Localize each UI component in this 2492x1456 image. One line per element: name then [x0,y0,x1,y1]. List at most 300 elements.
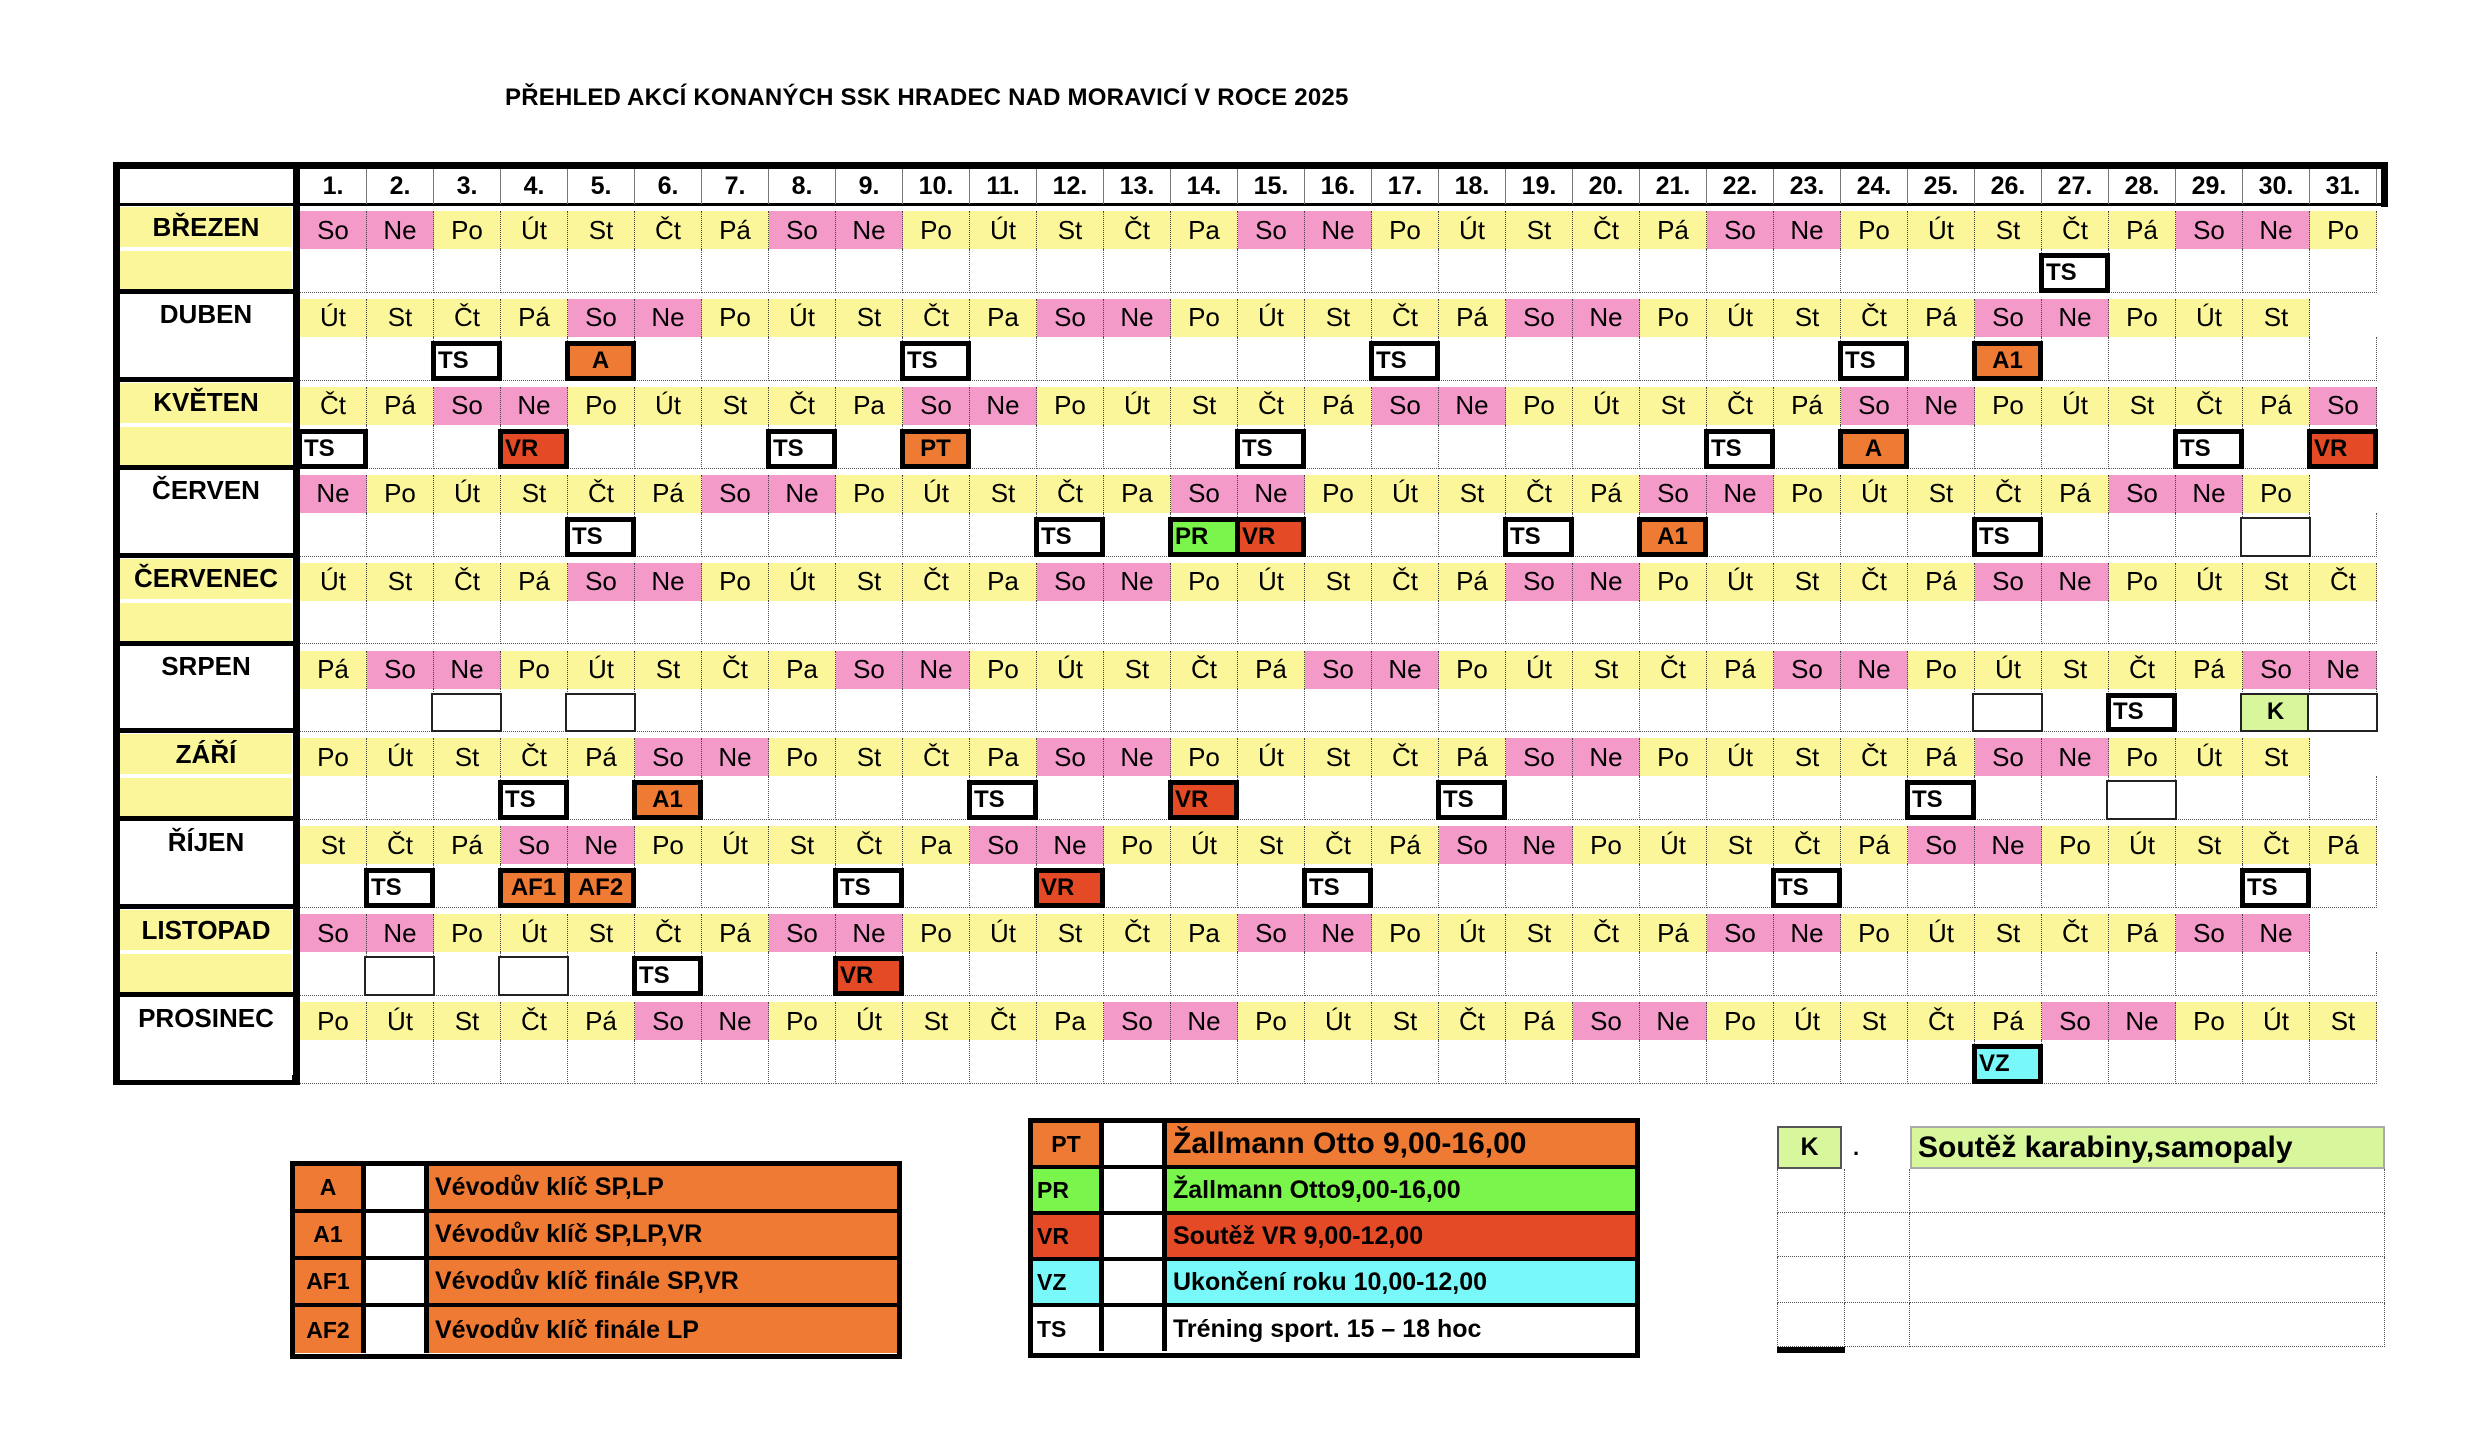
weekday-cell: St [568,211,635,249]
weekday-cell: Pa [970,299,1037,337]
event-cell [300,864,367,908]
legend-text: Soutěž karabiny,samopaly [1910,1126,2385,1169]
weekday-cell: Ne [1841,651,1908,689]
calendar-grid [113,162,2388,1084]
weekday-cell: Čt [769,387,836,425]
event-cell [702,425,769,469]
weekday-cell: Po [970,651,1037,689]
day-number-header: 27. [2042,169,2109,204]
weekday-cell: Po [2176,1002,2243,1040]
weekday-cell: Pá [635,475,702,513]
weekday-cell: Ne [1640,1002,1707,1040]
weekday-cell: Po [1640,738,1707,776]
event-marker-vr: VR [1034,868,1105,908]
event-cell [2176,1040,2243,1084]
weekday-cell: Čt [1841,738,1908,776]
legend-blank [1104,1307,1167,1351]
event-cell [300,1040,367,1084]
legend-row [1033,1123,1635,1169]
event-cell [1506,952,1573,996]
event-cell [1238,952,1305,996]
weekday-cell: St [1707,826,1774,864]
event-marker-k: K [2240,693,2311,733]
event-cell [1037,1040,1104,1084]
legend-dot: . [1853,1134,1860,1160]
event-cell [367,425,434,469]
event-cell [1640,864,1707,908]
weekday-cell: Út [1439,914,1506,952]
weekday-cell: Út [501,914,568,952]
weekday-cell: Pa [1104,475,1171,513]
event-cell [1908,425,1975,469]
event-cell [903,689,970,733]
weekday-cell: So [367,651,434,689]
weekday-cell: St [2243,299,2310,337]
weekday-cell: Po [2109,299,2176,337]
legend-text: Vévodův klíč SP,LP [429,1166,897,1209]
event-cell [1372,425,1439,469]
day-number-header: 10. [903,169,970,204]
weekday-cell: St [635,651,702,689]
event-cell [2109,425,2176,469]
event-cell [568,249,635,293]
event-marker-vr: VR [1168,780,1239,820]
weekday-cell: Ne [501,387,568,425]
event-cell [2243,337,2310,381]
weekday-cell: St [702,387,769,425]
weekday-cell: Ne [434,651,501,689]
legend-competitions [1777,1126,2385,1360]
day-number-header: 16. [1305,169,1372,204]
weekday-cell: Út [1305,1002,1372,1040]
weekday-cell: St [568,914,635,952]
weekday-cell: So [1573,1002,1640,1040]
month-separator [113,289,300,294]
weekday-cell: Čt [2042,211,2109,249]
weekday-cell: St [2243,563,2310,601]
event-cell [1841,864,1908,908]
weekday-cell: Po [1238,1002,1305,1040]
weekday-cell: Po [2243,475,2310,513]
event-cell [2042,952,2109,996]
weekday-cell: St [1975,914,2042,952]
legend-code: AF2 [295,1307,366,1353]
weekday-cell: Pá [1975,1002,2042,1040]
event-cell [635,513,702,557]
weekday-cell: Pá [367,387,434,425]
event-cell [2109,601,2176,645]
weekday-cell: St [1439,475,1506,513]
weekday-cell: Po [1171,738,1238,776]
weekday-cell: Po [1573,826,1640,864]
weekday-cell: Čt [635,211,702,249]
event-cell [1573,1040,1640,1084]
weekday-cell: Ne [1439,387,1506,425]
weekday-cell: Út [2176,299,2243,337]
event-cell [2042,776,2109,820]
weekday-cell: Út [1104,387,1171,425]
weekday-cell: Pa [1171,211,1238,249]
event-cell [1372,776,1439,820]
weekday-cell: Pá [1439,738,1506,776]
event-cell [1573,776,1640,820]
weekday-cell: Út [635,387,702,425]
weekday-cell: So [769,211,836,249]
weekday-cell: St [1305,563,1372,601]
event-marker-vr: VR [1235,517,1306,557]
weekday-cell: St [1640,387,1707,425]
event-cell [300,601,367,645]
weekday-cell: Pá [1908,563,1975,601]
day-number-header: 2. [367,169,434,204]
event-cell [1439,425,1506,469]
event-cell [1171,601,1238,645]
weekday-cell: Út [1573,387,1640,425]
weekday-cell: Pá [1439,299,1506,337]
event-marker-ts: TS [1771,868,1842,908]
event-cell [1640,952,1707,996]
event-cell [2042,689,2109,733]
weekday-cell: Út [1908,211,1975,249]
legend-blank [366,1260,429,1303]
event-cell [1305,513,1372,557]
legend-empty-cell [1910,1213,2385,1257]
weekday-cell: St [367,299,434,337]
event-cell [1774,1040,1841,1084]
event-marker-vr: VR [2307,429,2378,469]
event-cell [2042,601,2109,645]
month-label-8: LISTOPAD [120,910,292,950]
event-cell [1305,776,1372,820]
event-marker-ts: TS [900,341,971,381]
event-cell [1439,513,1506,557]
event-cell [1372,1040,1439,1084]
event-marker-empty [2307,693,2378,733]
event-cell [1372,601,1439,645]
weekday-cell: Ne [836,914,903,952]
event-cell [702,864,769,908]
day-number-header: 18. [1439,169,1506,204]
weekday-cell: Po [501,651,568,689]
event-marker-ts: TS [2039,253,2110,293]
legend-row [1033,1261,1635,1307]
weekday-cell: So [635,1002,702,1040]
weekday-cell: Út [300,299,367,337]
event-cell [2243,249,2310,293]
weekday-cell: Út [300,563,367,601]
event-cell [1305,601,1372,645]
day-number-header: 31. [2310,169,2377,204]
legend-empty-cell [1910,1257,2385,1303]
event-cell [1171,1040,1238,1084]
legend-row [295,1307,897,1353]
day-number-header: 28. [2109,169,2176,204]
weekday-cell: Út [1640,826,1707,864]
weekday-cell: St [1171,387,1238,425]
legend-vevoduv-klic [290,1161,902,1359]
weekday-cell: Út [970,914,1037,952]
weekday-cell: Út [2109,826,2176,864]
month-label-sub [120,427,292,467]
weekday-cell: St [970,475,1037,513]
weekday-cell: So [1037,299,1104,337]
event-marker-ts: TS [2240,868,2311,908]
event-cell [2042,864,2109,908]
weekday-cell: Út [367,738,434,776]
event-cell [434,513,501,557]
weekday-cell: So [1238,914,1305,952]
event-cell [1171,249,1238,293]
month-label-0: BŘEZEN [120,207,292,247]
event-cell [1439,864,1506,908]
weekday-cell: Ne [635,299,702,337]
event-cell [1439,601,1506,645]
weekday-cell: Po [702,563,769,601]
event-cell [568,952,635,996]
weekday-cell: Út [568,651,635,689]
event-cell [1975,864,2042,908]
event-cell [501,689,568,733]
weekday-cell: Út [501,211,568,249]
weekday-cell: Ne [702,1002,769,1040]
weekday-cell: Čt [903,738,970,776]
weekday-cell: Ne [769,475,836,513]
weekday-cell: So [300,914,367,952]
event-cell [1171,425,1238,469]
event-cell [1439,689,1506,733]
event-cell [568,776,635,820]
event-cell [1707,864,1774,908]
event-cell [300,513,367,557]
weekday-cell: Po [702,299,769,337]
weekday-cell: St [836,738,903,776]
event-cell [635,425,702,469]
event-cell [1707,249,1774,293]
weekday-cell: So [1506,738,1573,776]
event-marker-ts: TS [431,341,502,381]
legend-text: Vévodův klíč finále SP,VR [429,1260,897,1303]
event-cell [903,249,970,293]
event-cell [1573,425,1640,469]
weekday-cell: Čt [1439,1002,1506,1040]
weekday-cell: Čt [501,738,568,776]
month-label-7: ŘÍJEN [120,822,292,862]
weekday-cell: Po [434,211,501,249]
weekday-cell: Út [2042,387,2109,425]
weekday-cell: Pá [501,299,568,337]
weekday-cell: Pá [702,211,769,249]
weekday-cell: Ne [2042,299,2109,337]
event-cell [769,337,836,381]
event-marker-ts: TS [1905,780,1976,820]
event-cell [702,689,769,733]
weekday-cell: Út [2176,563,2243,601]
event-cell [2176,601,2243,645]
weekday-cell: Pá [1506,1002,1573,1040]
weekday-cell: Pá [1908,738,1975,776]
event-cell [836,337,903,381]
event-marker-ts: TS [1503,517,1574,557]
event-cell [1975,249,2042,293]
month-label-sub [120,251,292,291]
event-marker-empty [498,956,569,996]
weekday-cell: Čt [300,387,367,425]
event-marker-ts: TS [2173,429,2244,469]
weekday-cell: Čt [2109,651,2176,689]
legend-text: Vévodův klíč finále LP [429,1307,897,1353]
event-cell [1640,249,1707,293]
event-cell [1171,337,1238,381]
weekday-cell: Ne [836,211,903,249]
event-cell [1238,689,1305,733]
day-number-header: 11. [970,169,1037,204]
event-cell [2109,952,2176,996]
weekday-cell: Čt [1975,475,2042,513]
weekday-cell: Ne [1774,211,1841,249]
event-marker-pt: PT [900,429,971,469]
weekday-cell: Ne [1573,563,1640,601]
weekday-cell: Čt [1037,475,1104,513]
weekday-cell: Út [2243,1002,2310,1040]
weekday-cell: Čt [702,651,769,689]
event-cell [702,776,769,820]
event-cell [1774,249,1841,293]
event-cell [1774,337,1841,381]
legend-blank [366,1166,429,1209]
event-marker-ts: TS [498,780,569,820]
weekday-cell: Čt [367,826,434,864]
event-cell [2109,864,2176,908]
event-marker-ts: TS [766,429,837,469]
event-cell [1506,864,1573,908]
legend-code: AF1 [295,1260,366,1303]
weekday-cell: Čt [2042,914,2109,952]
legend-row [1033,1215,1635,1261]
weekday-cell: Čt [1305,826,1372,864]
weekday-cell: Út [1238,563,1305,601]
legend-empty-cell [1845,1257,1910,1303]
weekday-cell: Út [702,826,769,864]
weekday-cell: Čt [1238,387,1305,425]
event-cell [1305,952,1372,996]
weekday-cell: Po [1104,826,1171,864]
weekday-cell: Ne [1305,914,1372,952]
event-marker-ts: TS [1436,780,1507,820]
weekday-cell: Ne [1238,475,1305,513]
weekday-cell: Čt [2243,826,2310,864]
event-cell [1573,601,1640,645]
event-cell [568,425,635,469]
month-label-sub [120,778,292,818]
legend-row [1033,1169,1635,1215]
weekday-cell: Pá [2176,651,2243,689]
weekday-cell: St [1506,914,1573,952]
event-cell [1841,513,1908,557]
event-marker-ts: TS [632,956,703,996]
weekday-cell: St [1908,475,1975,513]
weekday-cell: Po [1506,387,1573,425]
event-cell [1506,776,1573,820]
weekday-cell: Po [1841,211,1908,249]
event-cell [1908,513,1975,557]
legend-blank [366,1213,429,1256]
day-number-header: 17. [1372,169,1439,204]
day-number-header: 7. [702,169,769,204]
legend-blank [366,1307,429,1353]
event-cell [1707,689,1774,733]
weekday-cell: Čt [434,563,501,601]
event-cell [2176,513,2243,557]
day-number-header: 20. [1573,169,1640,204]
day-number-header: 30. [2243,169,2310,204]
weekday-cell: Út [1439,211,1506,249]
weekday-cell: Po [1171,563,1238,601]
weekday-cell: So [1707,914,1774,952]
event-cell [903,952,970,996]
day-number-header: 5. [568,169,635,204]
weekday-cell: Pa [836,387,903,425]
weekday-cell: Ne [1171,1002,1238,1040]
month-label-2: KVĚTEN [120,383,292,423]
event-cell [1908,337,1975,381]
event-cell [1506,601,1573,645]
weekday-cell: Út [769,299,836,337]
weekday-cell: Út [970,211,1037,249]
weekday-cell: Čt [1372,563,1439,601]
weekday-cell: Pá [434,826,501,864]
event-cell [1238,601,1305,645]
month-separator [113,553,300,558]
event-cell [2243,952,2310,996]
event-cell [1506,1040,1573,1084]
legend-empty-cell [1910,1169,2385,1213]
event-cell [836,776,903,820]
weekday-cell: Čt [836,826,903,864]
weekday-cell: Čt [2176,387,2243,425]
event-cell [1640,776,1707,820]
weekday-cell: So [434,387,501,425]
event-cell [434,952,501,996]
event-cell [1104,425,1171,469]
legend-row [1033,1307,1635,1351]
event-cell [1104,689,1171,733]
weekday-cell: St [1037,211,1104,249]
weekday-cell: St [1573,651,1640,689]
event-cell [1037,776,1104,820]
day-number-header: 12. [1037,169,1104,204]
event-cell [300,952,367,996]
event-cell [1372,249,1439,293]
event-cell [2042,425,2109,469]
event-cell [769,864,836,908]
event-cell [434,864,501,908]
legend-code: VZ [1033,1261,1104,1303]
event-cell [568,1040,635,1084]
event-cell [2243,601,2310,645]
weekday-cell: St [1506,211,1573,249]
event-cell [1707,513,1774,557]
event-cell [434,425,501,469]
weekday-cell: Ne [1037,826,1104,864]
event-cell [1975,776,2042,820]
event-marker-a1: A1 [1972,341,2043,381]
weekday-cell: Út [1774,1002,1841,1040]
event-cell [1238,776,1305,820]
weekday-cell: So [568,563,635,601]
weekday-cell: St [1774,299,1841,337]
event-cell [635,601,702,645]
event-cell [702,249,769,293]
